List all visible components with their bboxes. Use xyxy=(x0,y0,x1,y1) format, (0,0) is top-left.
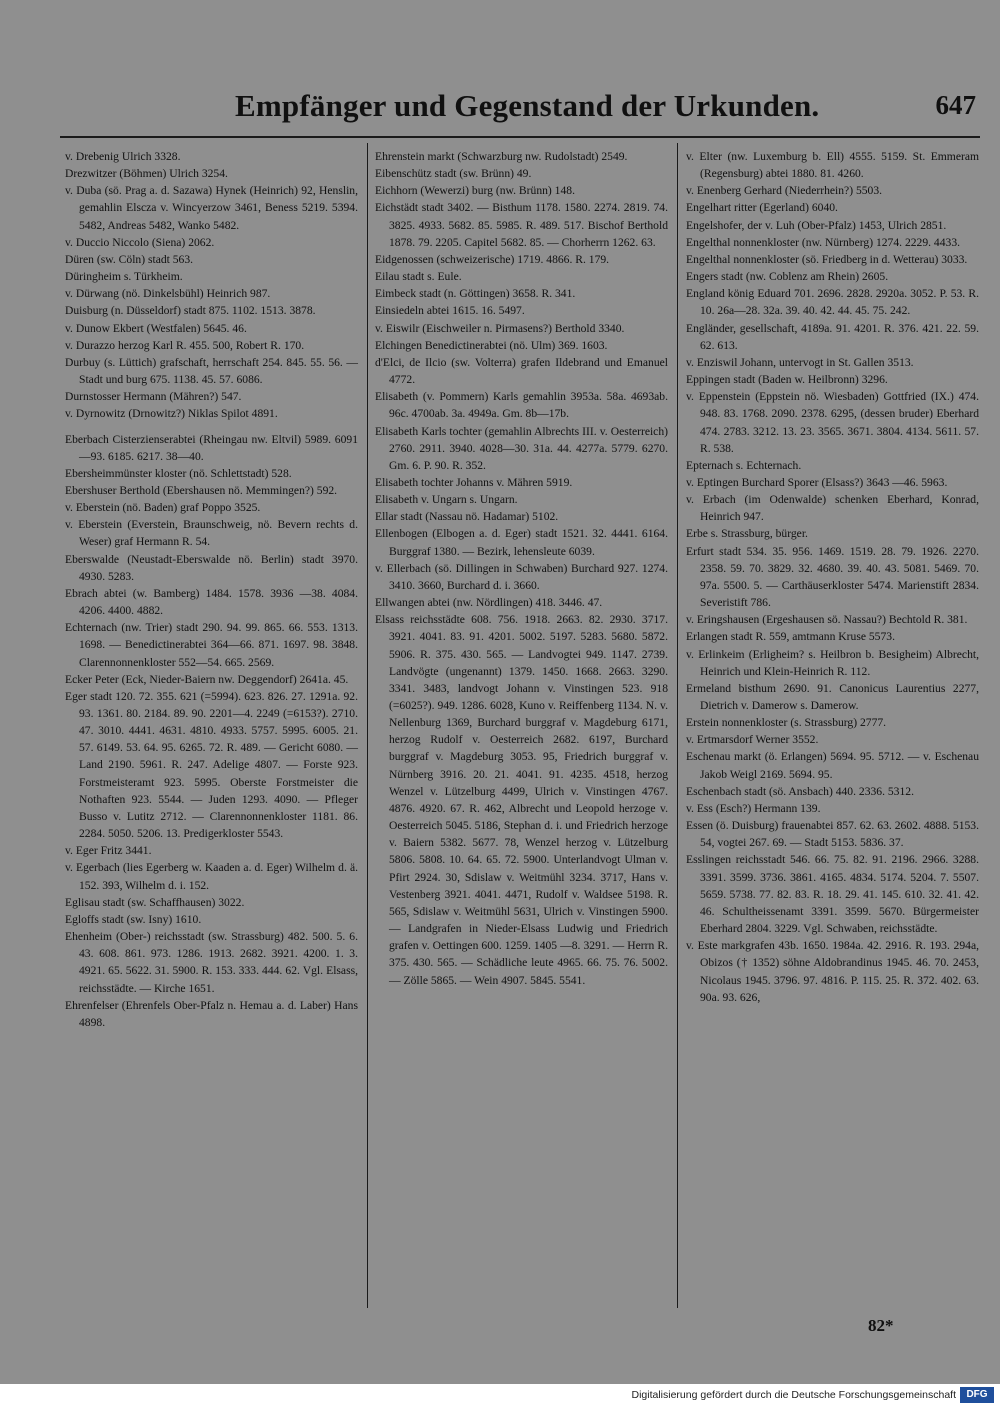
index-entry: v. Eberstein (Everstein, Braunschweig, nö. Bevern rechts d. Weser) graf Hermann R. 54. xyxy=(65,518,358,549)
index-entry: Eilau stadt s. Eule. xyxy=(375,270,462,284)
index-entry: Einsiedeln abtei 1615. 16. 5497. xyxy=(375,304,525,318)
index-entry: v. Drebenig Ulrich 3328. xyxy=(65,150,181,163)
page-number: 647 xyxy=(935,90,976,120)
index-entry: Elisabeth (v. Pommern) Karls gemahlin 3953a. 58a. 4693ab. 96c. 4700ab. 3a. 4949a. Gm. 8b—17b. xyxy=(375,390,668,421)
footer-credit[interactable]: Digitalisierung gefördert durch die Deutsche Forschungsgemeinschaft xyxy=(631,1389,956,1401)
index-entry: Eger stadt 120. 72. 355. 621 (=5994). 623. 826. 27. 1291a. 92. 93. 1361. 80. 2184. 89. 90. 2201—4. 2249 (=6153?). 2710. 47. 3010. 4441. 4631. 4810. 4933. 5757. 5995. 6005. 21. 57. 6149. 53. 64. 95. 6265. 72. R. 489. — Gericht 6080. — Land 2190. 5961. R. 247. Adelige 4807. — Forste 923. Forstmeisteramt 923. 5995. Oberste Forstmeister die Nothaften 923. 5544. — Juden 1293. 4090. — Pfleger Busso v. Lutitz 2712. — Clarennonnenkloster 1181. 86. 2284. 5050. 5206. 13. Predigerkloster 5543. xyxy=(65,689,358,841)
footer-bar xyxy=(0,1384,1000,1408)
index-entry: Erlangen stadt R. 559, amtmann Kruse 5573. xyxy=(686,630,895,644)
index-entry: Drezwitzer (Böhmen) Ulrich 3254. xyxy=(65,167,228,181)
page-title: Empfänger und Gegenstand der Urkunden. xyxy=(235,88,820,123)
index-entry: Eichstädt stadt 3402. — Bisthum 1178. 1580. 2274. 2819. 74. 3825. 4933. 5682. 85. 5985. R. 489. 517. Bischof Berthold 1878. 79. 2205. Capitel 5682. 85. — Chorherrn 1262. 63. xyxy=(375,201,668,249)
dfg-logo[interactable]: DFG xyxy=(960,1387,994,1403)
index-entry: Engelshofer, der v. Luh (Ober-Pfalz) 1453, Ulrich 2851. xyxy=(686,218,947,232)
index-entry: v. Eringshausen (Ergeshausen sö. Nassau?) Bechtold R. 381. xyxy=(686,613,968,627)
index-entry: Epternach s. Echternach. xyxy=(686,458,802,472)
index-entry: v. Ertmarsdorf Werner 3552. xyxy=(686,733,819,747)
index-entry: Elisabeth tochter Johanns v. Mähren 5919. xyxy=(375,475,573,489)
index-entry: v. Eptingen Burchard Sporer (Elsass?) 3643 —46. 5963. xyxy=(686,475,948,489)
index-column-3 xyxy=(686,148,979,1006)
index-entry: Engelthal nonnenkloster (nw. Nürnberg) 1274. 2229. 4433. xyxy=(686,235,961,249)
column-divider xyxy=(677,143,678,1308)
index-entry: v. Eppenstein (Eppstein nö. Wiesbaden) Gottfried (IX.) 474. 948. 83. 1768. 2090. 2378. 6295, (dessen bruder) Eberhard 474. 2783. 3212. 13. 23. 3565. 3671. 3804. 4134. 5611. 57. R. 538. xyxy=(686,390,979,455)
index-entry: Elisabeth Karls tochter (gemahlin Albrechts III. v. Oesterreich) 2760. 2911. 3940. 4028—30. 31a. 44. 4277a. 5779. 6270. Gm. 6. P. 90. R. 352. xyxy=(375,424,668,472)
index-entry: Düringheim s. Türkheim. xyxy=(65,270,183,284)
index-entry: Düren (sw. Cöln) stadt 563. xyxy=(65,252,194,266)
index-entry: v. Duba (sö. Prag a. d. Sazawa) Hynek (Heinrich) 92, Henslin, gemahlin Elscza v. Wincyerzow 3461, Beness 5219. 5394. 5482, Andreas 5482, Wanko 5482. xyxy=(65,184,358,232)
index-entry: Erbe s. Strassburg, bürger. xyxy=(686,527,808,541)
index-entry: Ellar stadt (Nassau nö. Hadamar) 5102. xyxy=(375,510,559,524)
index-column-1 xyxy=(65,148,358,1031)
index-entry: Ebersheimmünster kloster (nö. Schlettstadt) 528. xyxy=(65,466,292,480)
index-entry: Ellenbogen (Elbogen a. d. Eger) stadt 1521. 32. 4441. 6164. Burggraf 1380. — Bezirk, lehensleute 6039. xyxy=(375,527,668,558)
index-entry: d'Elci, de Ilcio (sw. Volterra) grafen Ildebrand und Emanuel 4772. xyxy=(375,355,668,387)
index-entry: v. Ellerbach (sö. Dillingen in Schwaben) Burchard 927. 1274. 3410. 3660, Burchard d. i. 3660. xyxy=(375,561,668,592)
index-entry: v. Eger Fritz 3441. xyxy=(65,844,152,858)
index-entry: v. Egerbach (lies Egerberg w. Kaaden a. d. Eger) Wilhelm d. ä. 152. 393, Wilhelm d. i. 152. xyxy=(65,861,358,892)
index-entry: v. Este markgrafen 43b. 1650. 1984a. 42. 2916. R. 193. 294a, Obizos († 1352) söhne Aldobrandinus 1945. 46. 70. 2453, Nicolaus 1945. 3796. 97. 4816. P. 115. 25. R. 372. 402. 63. 90a. 93. 626, xyxy=(686,939,979,1004)
index-entry: Ehenheim (Ober-) reichsstadt (sw. Strassburg) 482. 500. 5. 6. 43. 608. 861. 973. 1286. 1913. 2682. 3921. 4200. 1. 3. 4921. 65. 5622. 31. 5900. R. 153. 333. 444. 62. Vgl. Elsass, reichsstädte. — Kirche 1651. xyxy=(65,930,358,995)
index-entry: Erfurt stadt 534. 35. 956. 1469. 1519. 28. 79. 1926. 2270. 2358. 59. 70. 3829. 32. 4680. 39. 40. 43. 5081. 5469. 70. 97a. 5500. 5. — Carthäuserkloster 5474. Marienstift 2834. Severistift 786. xyxy=(686,544,979,610)
index-entry: Duisburg (n. Düsseldorf) stadt 875. 1102. 1513. 3878. xyxy=(65,304,316,318)
index-entry: Ebershuser Berthold (Ebershausen nö. Memmingen?) 592. xyxy=(65,483,338,497)
index-entry: Engers stadt (nw. Coblenz am Rhein) 2605. xyxy=(686,270,889,284)
index-entry: v. Duccio Niccolo (Siena) 2062. xyxy=(65,235,215,249)
index-entry: Eglisau stadt (sw. Schaffhausen) 3022. xyxy=(65,895,245,909)
index-entry: Eberbach Cisterzienserabtei (Rheingau nw. Eltvil) 5989. 6091—93. 6185. 6217. 38—40. xyxy=(65,432,358,463)
index-entry: Essen (ö. Duisburg) frauenabtei 857. 62. 63. 2602. 4888. 5153. 54, vogtei 267. 69. — Stadt 5153. 5836. 37. xyxy=(686,819,979,850)
index-entry: v. Erbach (im Odenwalde) schenken Eberhard, Konrad, Heinrich 947. xyxy=(686,493,979,524)
index-entry: Eidgenossen (schweizerische) 1719. 4866. R. 179. xyxy=(375,252,610,266)
index-column-2 xyxy=(375,148,668,989)
column-divider xyxy=(367,143,368,1308)
index-entry: Eschenbach stadt (sö. Ansbach) 440. 2336. 5312. xyxy=(686,784,914,798)
index-entry: Ebrach abtei (w. Bamberg) 1484. 1578. 3936 —38. 4084. 4206. 4400. 4882. xyxy=(65,586,358,618)
index-entry: v. Enziswil Johann, untervogt in St. Gallen 3513. xyxy=(686,355,914,369)
index-entry: Ehrenfelser (Ehrenfels Ober-Pfalz n. Hemau a. d. Laber) Hans 4898. xyxy=(65,998,358,1029)
section-gap xyxy=(65,423,358,431)
index-entry: Elsass reichsstädte 608. 756. 1918. 2663. 82. 2930. 3717. 3921. 4041. 83. 91. 4201. 5002. 5197. 5283. 5680. 5872. 5906. R. 375. 430. 565. — Landvogtei 949. 1147. 2739. Landvögte (ungenannt) 1379. 1450. 1668. 2663. 3290. 3341. 3483, landvogt Johann v. Vinstingen 523. 918 (=6025?). 949. 1286. 6028, Kuno v. Reiffenberg 1134. N. v. Nellenburg 1369, Burchard burggraf v. Magdeburg 6171, herzog Rudolf v. Oesterreich 2682. 6197, Burchard burggraf v. Magdeburg 3053. 95, Friedrich burggraf v. Nürnberg 3916. 20. 21. 4041. 91. 4235. 4518, herzog Wenzel v. Lützelburg 4499, Ulrich v. Vinstingen 4767. 4876. 4920. 67. R. 462, Albrecht und Leopold herzoge v. Oesterreich 5045. 5186, Stephan d. i. und Friedrich herzoge v. Baiern 5382. 5677. 78, Wenzel herzog v. Lützelburg 5806. 5808. 10. 64. 65. 72. 5900. Unterlandvogt Ulman v. Pfirt 2924. 30, Sdislaw v. Weitmühl 3234. 3717, Hans v. Vestenberg 3921. 4041. 4471, Rudolf v. Waldsee 5198. R. 565, Sdislaw v. Weitmühl 5631, Ulrich v. Vinstingen 5900. — Landgrafen in Nieder-Elsass Ludwig und Friedrich grafen v. Oettingen 600. 1259. 1405 —8. 3291. — Herrn R. 375. 430. 565. — Schädliche leute 4965. 66. 75. 76. 5002. — Zölle 5865. — Wein 4907. 5845. 5541. xyxy=(375,613,668,987)
index-entry: v. Dyrnowitz (Drnowitz?) Niklas Spilot 4891. xyxy=(65,407,278,421)
index-entry: Ellwangen abtei (nw. Nördlingen) 418. 3446. 47. xyxy=(375,596,603,610)
page-header xyxy=(60,88,980,132)
header-rule xyxy=(60,136,980,138)
index-entry: Engelhart ritter (Egerland) 6040. xyxy=(686,201,838,215)
index-entry: Elisabeth v. Ungarn s. Ungarn. xyxy=(375,493,518,507)
index-entry: Ehrenstein markt (Schwarzburg nw. Rudolstadt) 2549. xyxy=(375,150,628,163)
index-entry: Esslingen reichsstadt 546. 66. 75. 82. 91. 2196. 2966. 3288. 3391. 3599. 3736. 3861. 4165. 4834. 5174. 5204. 7. 5507. 5659. 5738. 77. 82. 83. R. 18. 29. 41. 145. 610. 32. 41. 42. 46. Schultheissenamt 3391. 3599. 5670. Bürgermeister Eberhard 2804. 3229. Vgl. Schwaben, reichsstädte. xyxy=(686,853,979,936)
index-entry: Echternach (nw. Trier) stadt 290. 94. 99. 865. 66. 553. 1313. 1698. — Benedictinerabtei 364—66. 871. 1697. 98. 3848. Clarennonnenkloster 552—54. 665. 2569. xyxy=(65,621,358,669)
index-entry: Erstein nonnenkloster (s. Strassburg) 2777. xyxy=(686,716,887,730)
index-entry: v. Enenberg Gerhard (Niederrhein?) 5503. xyxy=(686,184,883,198)
index-entry: Egloffs stadt (sw. Isny) 1610. xyxy=(65,912,202,926)
index-entry: Durnstosser Hermann (Mähren?) 547. xyxy=(65,390,242,404)
index-entry: Engländer, gesellschaft, 4189a. 91. 4201. R. 376. 421. 22. 59. 62. 613. xyxy=(686,321,979,352)
index-entry: Ermeland bisthum 2690. 91. Canonicus Laurentius 2277, Dietrich v. Damerow s. Damerow. xyxy=(686,681,979,712)
index-entry: v. Eberstein (nö. Baden) graf Poppo 3525. xyxy=(65,501,261,515)
index-entry: v. Dürwang (nö. Dinkelsbühl) Heinrich 987. xyxy=(65,287,271,301)
index-entry: Eppingen stadt (Baden w. Heilbronn) 3296. xyxy=(686,373,888,387)
index-entry: Durbuy (s. Lüttich) grafschaft, herrschaft 254. 845. 55. 56. — Stadt und burg 675. 1138. 45. 57. 6086. xyxy=(65,355,358,387)
index-entry: v. Ess (Esch?) Hermann 139. xyxy=(686,801,821,815)
signature-mark: 82* xyxy=(868,1316,894,1335)
index-entry: v. Erlinkeim (Erligheim? s. Heilbron b. Besigheim) Albrecht, Heinrich und Klein-Heinrich R. 112. xyxy=(686,647,979,678)
index-entry: Ecker Peter (Eck, Nieder-Baiern nw. Deggendorf) 2641a. 45. xyxy=(65,672,349,686)
index-entry: Eibenschütz stadt (sw. Brünn) 49. xyxy=(375,167,532,181)
index-entry: Eberswalde (Neustadt-Eberswalde nö. Berlin) stadt 3970. 4930. 5283. xyxy=(65,552,358,583)
index-entry: Eschenau markt (ö. Erlangen) 5694. 95. 5712. — v. Eschenau Jakob Weigl 2169. 5694. 95. xyxy=(686,750,979,781)
index-entry: v. Durazzo herzog Karl R. 455. 500, Robert R. 170. xyxy=(65,338,305,352)
index-entry: Engelthal nonnenkloster (sö. Friedberg in d. Wetterau) 3033. xyxy=(686,252,968,266)
index-entry: Elchingen Benedictinerabtei (nö. Ulm) 369. 1603. xyxy=(375,338,608,352)
index-entry: England könig Eduard 701. 2696. 2828. 2920a. 3052. P. 53. R. 10. 26a—28. 32a. 39. 40. 42. 44. 45. 75. 242. xyxy=(686,287,979,318)
index-entry: v. Elter (nw. Luxemburg b. Ell) 4555. 5159. St. Emmeram (Regensburg) abtei 1880. 81. 4260. xyxy=(686,150,979,181)
index-entry: Eichhorn (Wewerzi) burg (nw. Brünn) 148. xyxy=(375,184,575,198)
index-entry: v. Eiswilr (Eischweiler n. Pirmasens?) Berthold 3340. xyxy=(375,321,625,335)
index-entry: Eimbeck stadt (n. Göttingen) 3658. R. 341. xyxy=(375,287,576,301)
index-entry: v. Dunow Ekbert (Westfalen) 5645. 46. xyxy=(65,321,247,335)
